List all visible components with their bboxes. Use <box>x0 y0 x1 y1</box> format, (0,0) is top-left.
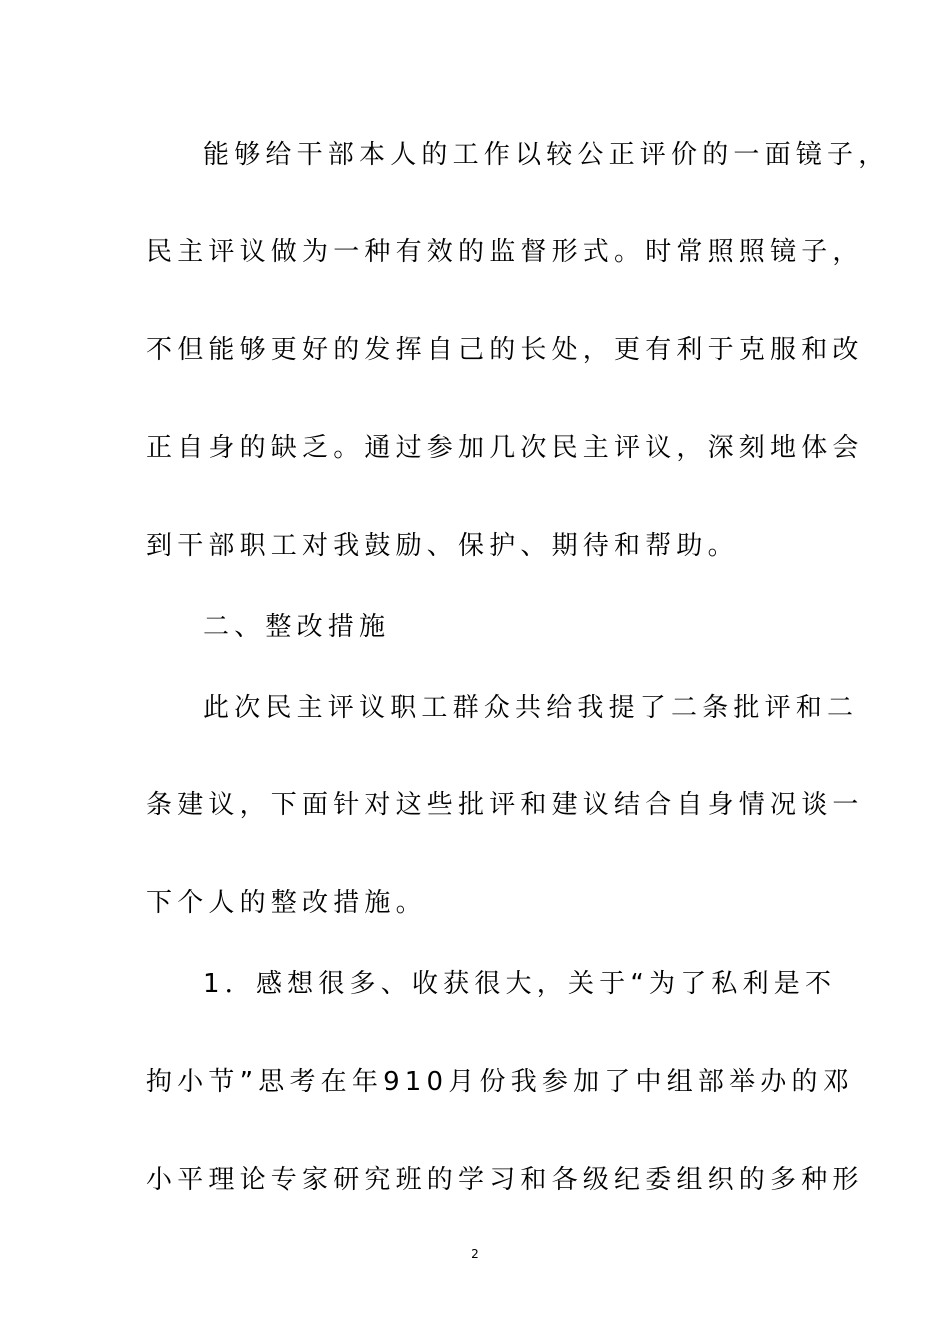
section-heading: 二、整改措施 <box>203 612 391 642</box>
text-line-2: 民主评议做为一种有效的监督形式。时常照照镜子， <box>146 237 864 267</box>
text-line-1: 能够给干部本人的工作以较公正评价的一面镜子， <box>203 140 890 170</box>
text-line-4: 正自身的缺乏。通过参加几次民主评议，深刻地体会 <box>146 433 864 463</box>
page-number: 2 <box>471 1247 479 1261</box>
text-line-11: 拘小节”思考在年910月份我参加了中组部举办的邓 <box>146 1067 854 1097</box>
text-line-10: 1．感想很多、收获很大，关于“为了私利是不 <box>203 969 837 999</box>
text-line-12: 小平理论专家研究班的学习和各级纪委组织的多种形 <box>146 1165 864 1195</box>
text-line-8: 条建议，下面针对这些批评和建议结合自身情况谈一 <box>146 790 864 820</box>
text-line-9: 下个人的整改措施。 <box>146 888 427 918</box>
text-line-7: 此次民主评议职工群众共给我提了二条批评和二 <box>203 693 859 723</box>
text-line-3: 不但能够更好的发挥自己的长处，更有利于克服和改 <box>146 335 864 365</box>
text-line-5: 到干部职工对我鼓励、保护、期待和帮助。 <box>146 531 739 561</box>
